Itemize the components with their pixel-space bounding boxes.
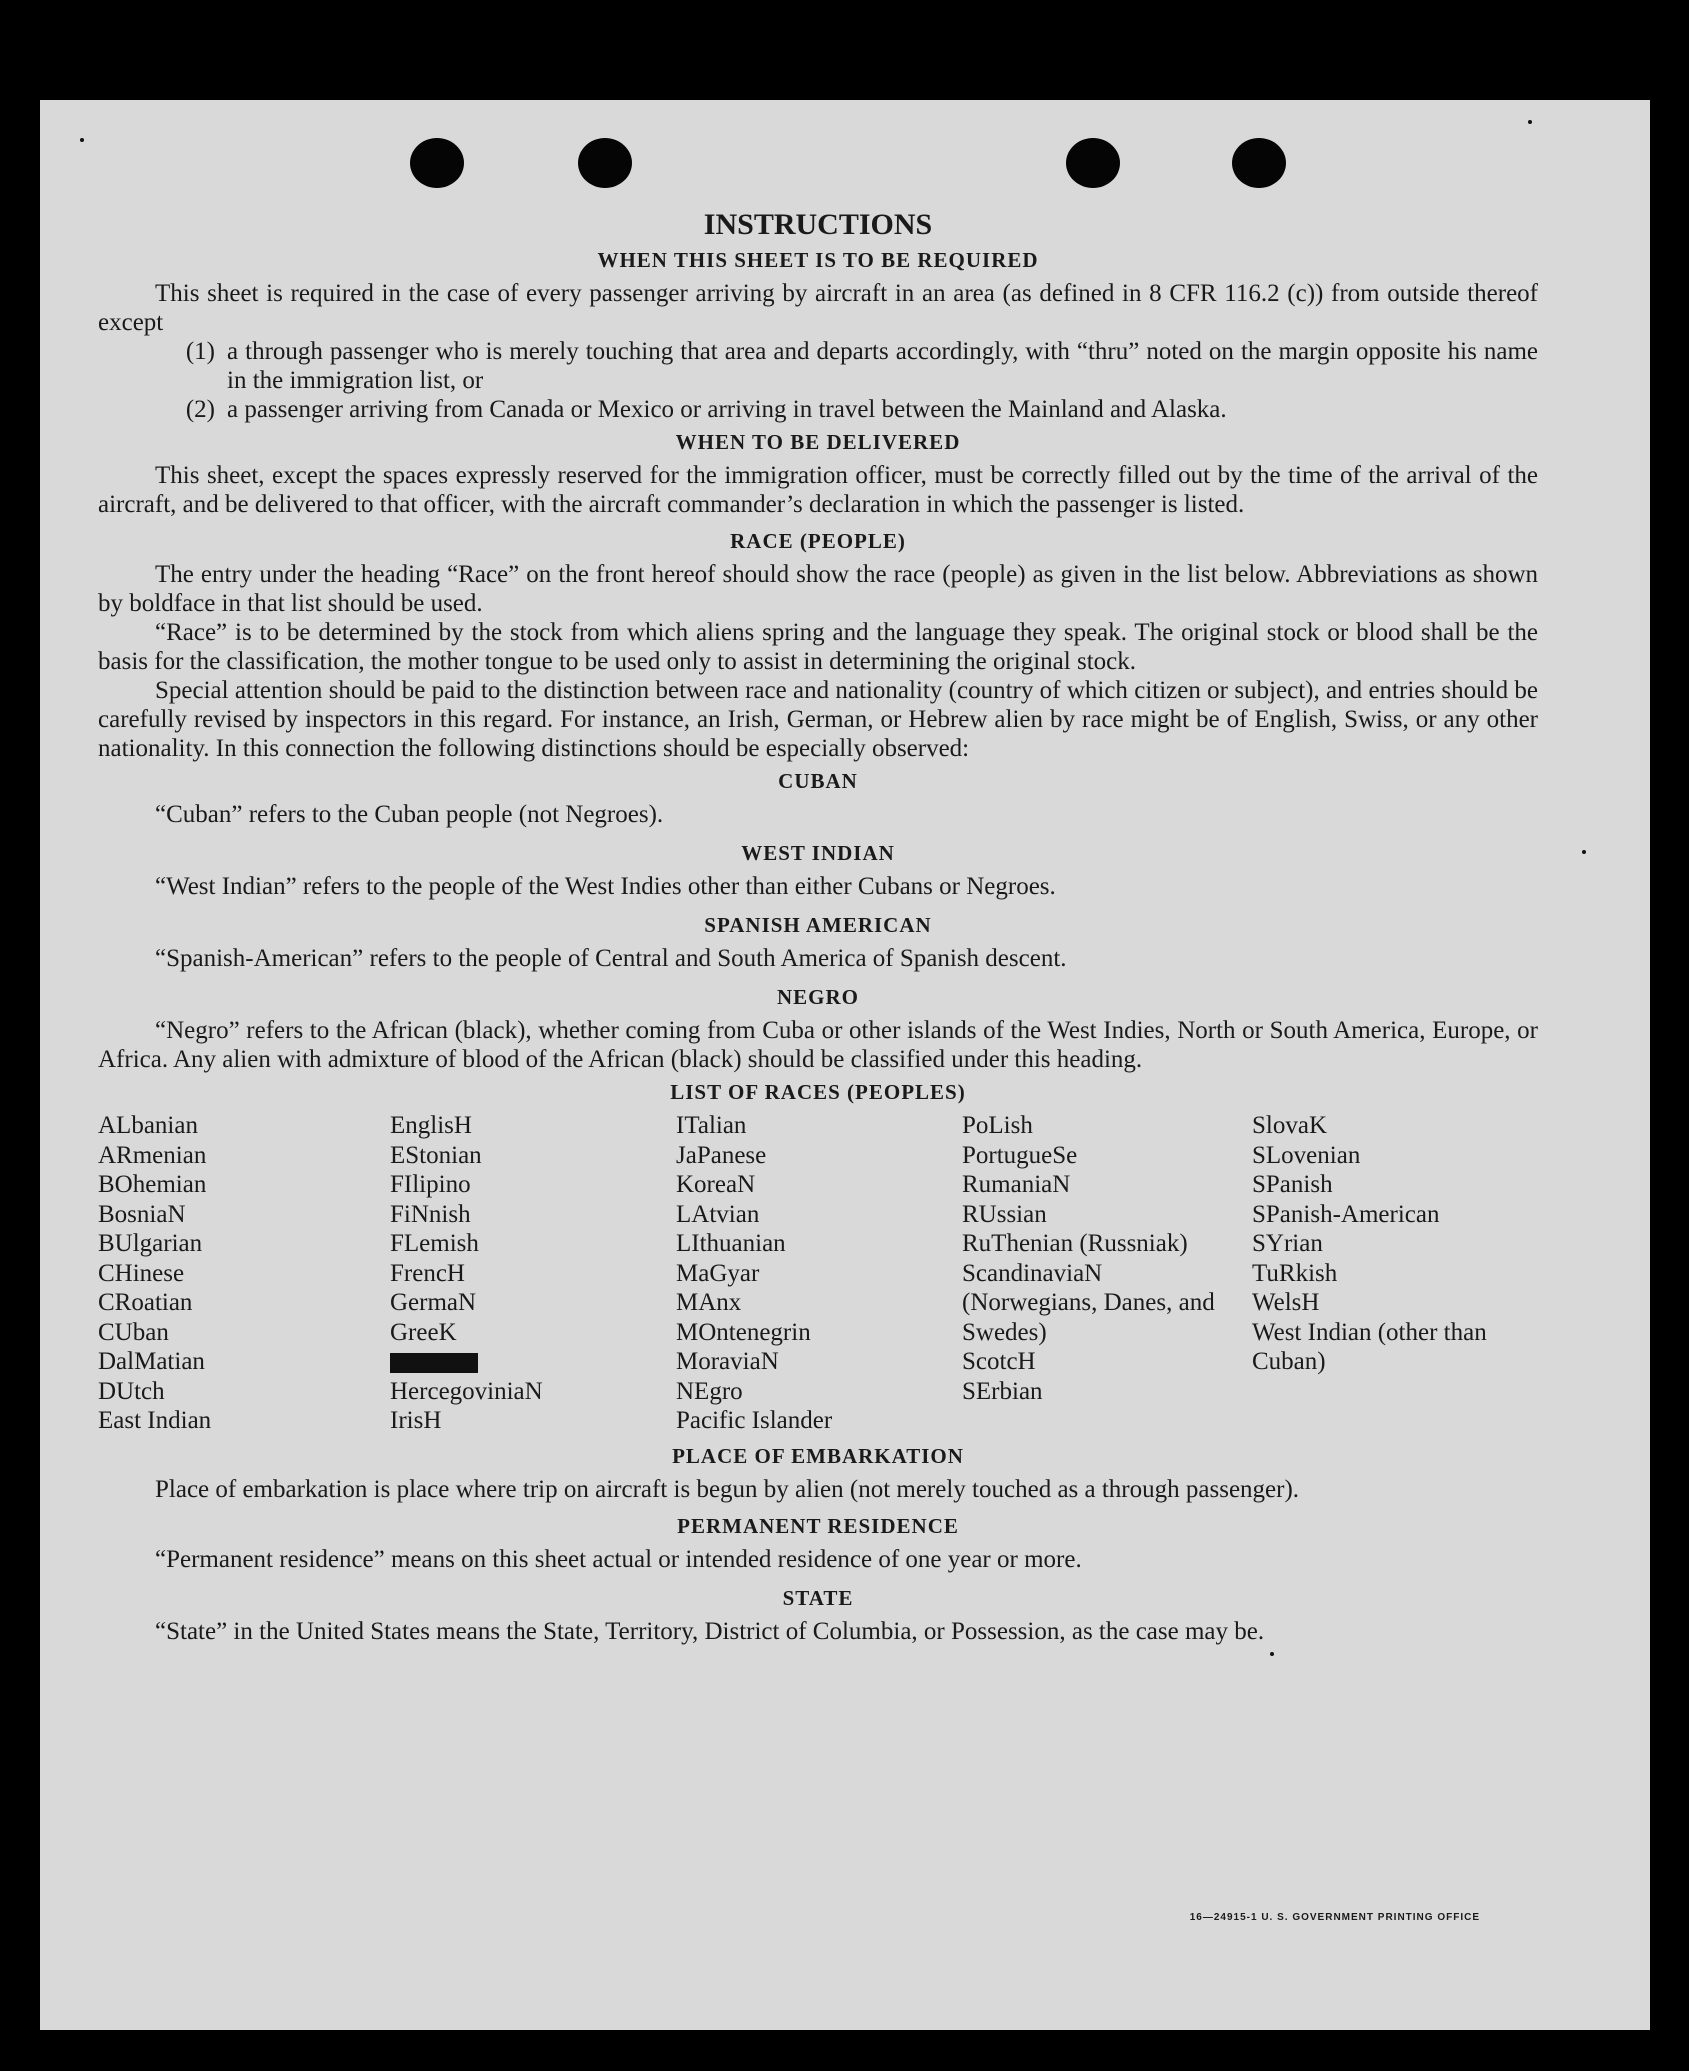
exception-item [98, 395, 1538, 424]
cuban-text: “Cuban” refers to the Cuban people (not Negroes). [155, 801, 664, 828]
redacted-race-item [390, 1347, 676, 1377]
race-item: EnglisH [390, 1112, 472, 1139]
speck [80, 138, 84, 142]
race-item: GermaN [390, 1289, 477, 1316]
punch-hole [578, 138, 632, 188]
punch-hole [410, 138, 464, 188]
race-item: PoLish [962, 1112, 1033, 1139]
race-item: FLemish [390, 1230, 479, 1257]
page-title: INSTRUCTIONS [703, 208, 933, 241]
race-item: FrencH [390, 1259, 465, 1287]
race-item: SYrian [1252, 1230, 1323, 1257]
section-heading-residence: PERMANENT RESIDENCE [677, 1513, 959, 1538]
race-item: WelsH [1252, 1289, 1320, 1316]
section-heading-races: LIST OF RACES (PEOPLES) [670, 1080, 966, 1104]
race-item: RUssian [962, 1200, 1047, 1228]
section-heading-required: WHEN THIS SHEET IS TO BE REQUIRED [597, 248, 1039, 272]
speck [1270, 1652, 1274, 1656]
race-item: MAnx [676, 1289, 742, 1316]
exception-item [98, 337, 1538, 395]
race-item: BosniaN [98, 1200, 186, 1228]
race-item: BOhemian [98, 1171, 207, 1198]
race-paragraph-3: Special attention should be paid to the distinction between race and nationality (country of which citizen or subject), and entries should be carefully revised by inspectors in this regard. For instance, an Irish, German, or Hebrew alien by race might be of English, Swiss, or any other nationality. In this connection the following distinctions should be especially observed: [98, 677, 1538, 762]
section-heading-spanish-american: SPANISH AMERICAN [704, 913, 932, 937]
race-item: LAtvian [676, 1200, 760, 1228]
race-item: FiNnish [390, 1200, 471, 1228]
race-item: East Indian [98, 1407, 212, 1434]
race-item: SLovenian [1252, 1141, 1361, 1169]
required-intro: This sheet is required in the case of every passenger arriving by aircraft in an area (as defined in 8 CFR 116.2 (c)) from outside thereof except [98, 280, 1538, 336]
delivered-text: This sheet, except the spaces expressly reserved for the immigration officer, must be correctly filled out by the time of the arrival of the aircraft, and be delivered to that officer, with the aircraft commander’s declaration in which the passenger is listed. [98, 462, 1538, 518]
race-item: IrisH [390, 1407, 442, 1434]
item-number: (1) [185, 338, 215, 365]
race-item: TuRkish [1252, 1259, 1338, 1287]
race-column [390, 1111, 676, 1436]
section-heading-delivered: WHEN TO BE DELIVERED [675, 430, 961, 454]
race-column [962, 1111, 1252, 1436]
race-item: ITalian [676, 1112, 747, 1139]
race-item: CHinese [98, 1259, 185, 1287]
race-item: DalMatian [98, 1348, 205, 1375]
race-item: MOntenegrin [676, 1318, 811, 1346]
race-item: SPanish [1252, 1171, 1333, 1198]
punch-hole [1066, 138, 1120, 188]
section-heading-negro: NEGRO [776, 985, 859, 1009]
race-item: SPanish-American [1252, 1200, 1440, 1228]
west-indian-text: “West Indian” refers to the people of the West Indies other than either Cubans or Negroes. [155, 873, 1056, 900]
section-heading-state: STATE [782, 1585, 854, 1610]
race-item: West Indian (other than Cuban) [1252, 1318, 1487, 1375]
race-item: CRoatian [98, 1289, 193, 1316]
race-column [98, 1111, 390, 1436]
item-text: a passenger arriving from Canada or Mexico or arriving in travel between the Mainland and Alaska. [227, 396, 1227, 423]
state-text: “State” in the United States means the State, Territory, District of Columbia, or Possession, as the case may be. [155, 1617, 1265, 1645]
race-item: ScandinaviaN (Norwegians, Danes, and Swedes) [962, 1259, 1215, 1346]
race-item: MaGyar [676, 1259, 760, 1287]
speck [1528, 120, 1532, 124]
section-heading-embarkation: PLACE OF EMBARKATION [672, 1443, 964, 1468]
race-list [98, 1111, 1538, 1436]
race-paragraph-1: The entry under the heading “Race” on the front hereof should show the race (people) as given in the list below. Abbreviations as shown by boldface in that list should be used. [98, 561, 1538, 617]
race-item: Pacific Islander [676, 1407, 833, 1434]
section-heading-race: RACE (PEOPLE) [730, 529, 906, 553]
race-item: RumaniaN [962, 1171, 1071, 1198]
residence-text: “Permanent residence” means on this sheet actual or intended residence of one year or more. [155, 1545, 1082, 1573]
race-paragraph-2: “Race” is to be determined by the stock from which aliens spring and the language they speak. The original stock or blood shall be the basis for the classification, the mother tongue to be used only to assist in determining the original stock. [98, 619, 1538, 675]
printing-office-imprint: 16—24915-1 U. S. GOVERNMENT PRINTING OFFICE [1189, 1912, 1480, 1923]
instructions-body [98, 208, 1538, 1646]
race-item: MoraviaN [676, 1348, 779, 1375]
section-heading-cuban: CUBAN [778, 769, 858, 793]
race-column [676, 1111, 962, 1436]
speck [1582, 850, 1586, 854]
race-item: NEgro [676, 1377, 743, 1405]
race-item: KoreaN [676, 1171, 756, 1198]
race-item: PortugueSe [962, 1141, 1078, 1169]
race-item: ALbanian [98, 1112, 198, 1139]
race-item: LIthuanian [676, 1230, 786, 1257]
item-text: a through passenger who is merely touching that area and departs accordingly, with “thru” noted on the margin opposite his name in the immigration list, or [227, 338, 1538, 394]
section-heading-west-indian: WEST INDIAN [741, 841, 895, 865]
race-item: HercegoviniaN [390, 1377, 543, 1405]
race-item: SErbian [962, 1377, 1043, 1405]
race-item: CUban [98, 1318, 169, 1346]
document-sheet [40, 100, 1650, 2030]
race-item: ScotcH [962, 1348, 1036, 1375]
spanish-american-text: “Spanish-American” refers to the people of Central and South America of Spanish descent. [155, 945, 1067, 972]
race-item: ARmenian [98, 1141, 207, 1169]
race-item: GreeK [390, 1318, 457, 1346]
item-number: (2) [185, 396, 215, 423]
race-item: JaPanese [676, 1141, 767, 1169]
race-item: EStonian [390, 1141, 482, 1169]
race-item: DUtch [98, 1377, 165, 1405]
embarkation-text: Place of embarkation is place where trip on aircraft is begun by alien (not merely touched as a through passenger). [155, 1475, 1300, 1503]
race-item: RuThenian (Russniak) [962, 1230, 1188, 1257]
race-item: FIlipino [390, 1171, 471, 1198]
race-item: SlovaK [1252, 1112, 1327, 1139]
race-item: BUlgarian [98, 1230, 203, 1257]
negro-text: “Negro” refers to the African (black), whether coming from Cuba or other islands of the West Indies, North or South America, Europe, or Africa. Any alien with admixture of blood of the African (black) should be classified under this heading. [98, 1017, 1538, 1073]
race-column [1252, 1111, 1532, 1436]
redaction-mark [390, 1353, 478, 1373]
punch-hole [1232, 138, 1286, 188]
